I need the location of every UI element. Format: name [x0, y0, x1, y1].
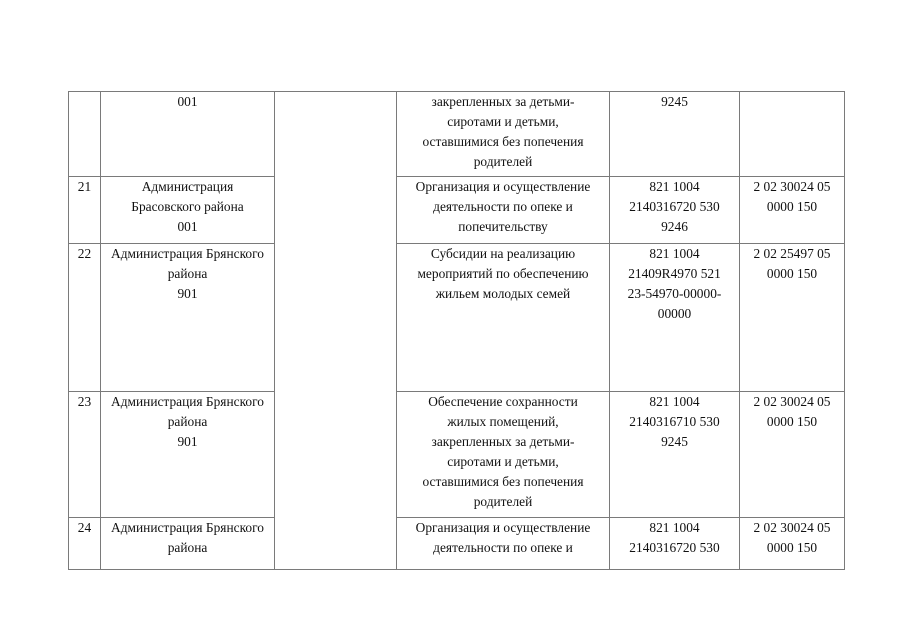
purpose-cell: Организация и осуществление деятельности по опеке и — [397, 518, 610, 570]
organization-cell: Администрация Брасовского района 001 — [101, 177, 275, 244]
purpose-cell: Организация и осуществление деятельности по опеке и попечительству — [397, 177, 610, 244]
table-row — [69, 518, 845, 570]
income-code-cell: 2 02 25497 05 0000 150 — [740, 244, 845, 392]
budget-code-cell: 821 1004 2140316710 530 9245 — [610, 392, 740, 518]
subsidy-table — [68, 91, 845, 570]
income-code-cell: 2 02 30024 05 0000 150 — [740, 518, 845, 570]
row-number: 23 — [69, 392, 101, 518]
purpose-cell: закрепленных за детьми- сиротами и детьми, оставшимися без попечения родителей — [397, 92, 610, 177]
organization-cell: 001 — [101, 92, 275, 177]
empty-merged-cell — [275, 92, 397, 570]
budget-code-cell: 821 1004 21409R4970 521 23-54970-00000- 00000 — [610, 244, 740, 392]
organization-cell: Администрация Брянского района 901 — [101, 392, 275, 518]
purpose-cell: Обеспечение сохранности жилых помещений, закрепленных за детьми- сиротами и детьми, оставшимися без попечения родителей — [397, 392, 610, 518]
budget-code-cell: 821 1004 2140316720 530 9246 — [610, 177, 740, 244]
table-row — [69, 244, 845, 392]
income-code-cell: 2 02 30024 05 0000 150 — [740, 392, 845, 518]
income-code-cell: 2 02 30024 05 0000 150 — [740, 177, 845, 244]
budget-code-cell: 821 1004 2140316720 530 — [610, 518, 740, 570]
row-number — [69, 92, 101, 177]
table-row — [69, 177, 845, 244]
row-number: 21 — [69, 177, 101, 244]
table-row — [69, 392, 845, 518]
row-number: 24 — [69, 518, 101, 570]
organization-cell: Администрация Брянского района 901 — [101, 244, 275, 392]
organization-cell: Администрация Брянского района — [101, 518, 275, 570]
purpose-cell: Субсидии на реализацию мероприятий по обеспечению жильем молодых семей — [397, 244, 610, 392]
budget-code-cell: 9245 — [610, 92, 740, 177]
income-code-cell — [740, 92, 845, 177]
table-row — [69, 92, 845, 177]
row-number: 22 — [69, 244, 101, 392]
